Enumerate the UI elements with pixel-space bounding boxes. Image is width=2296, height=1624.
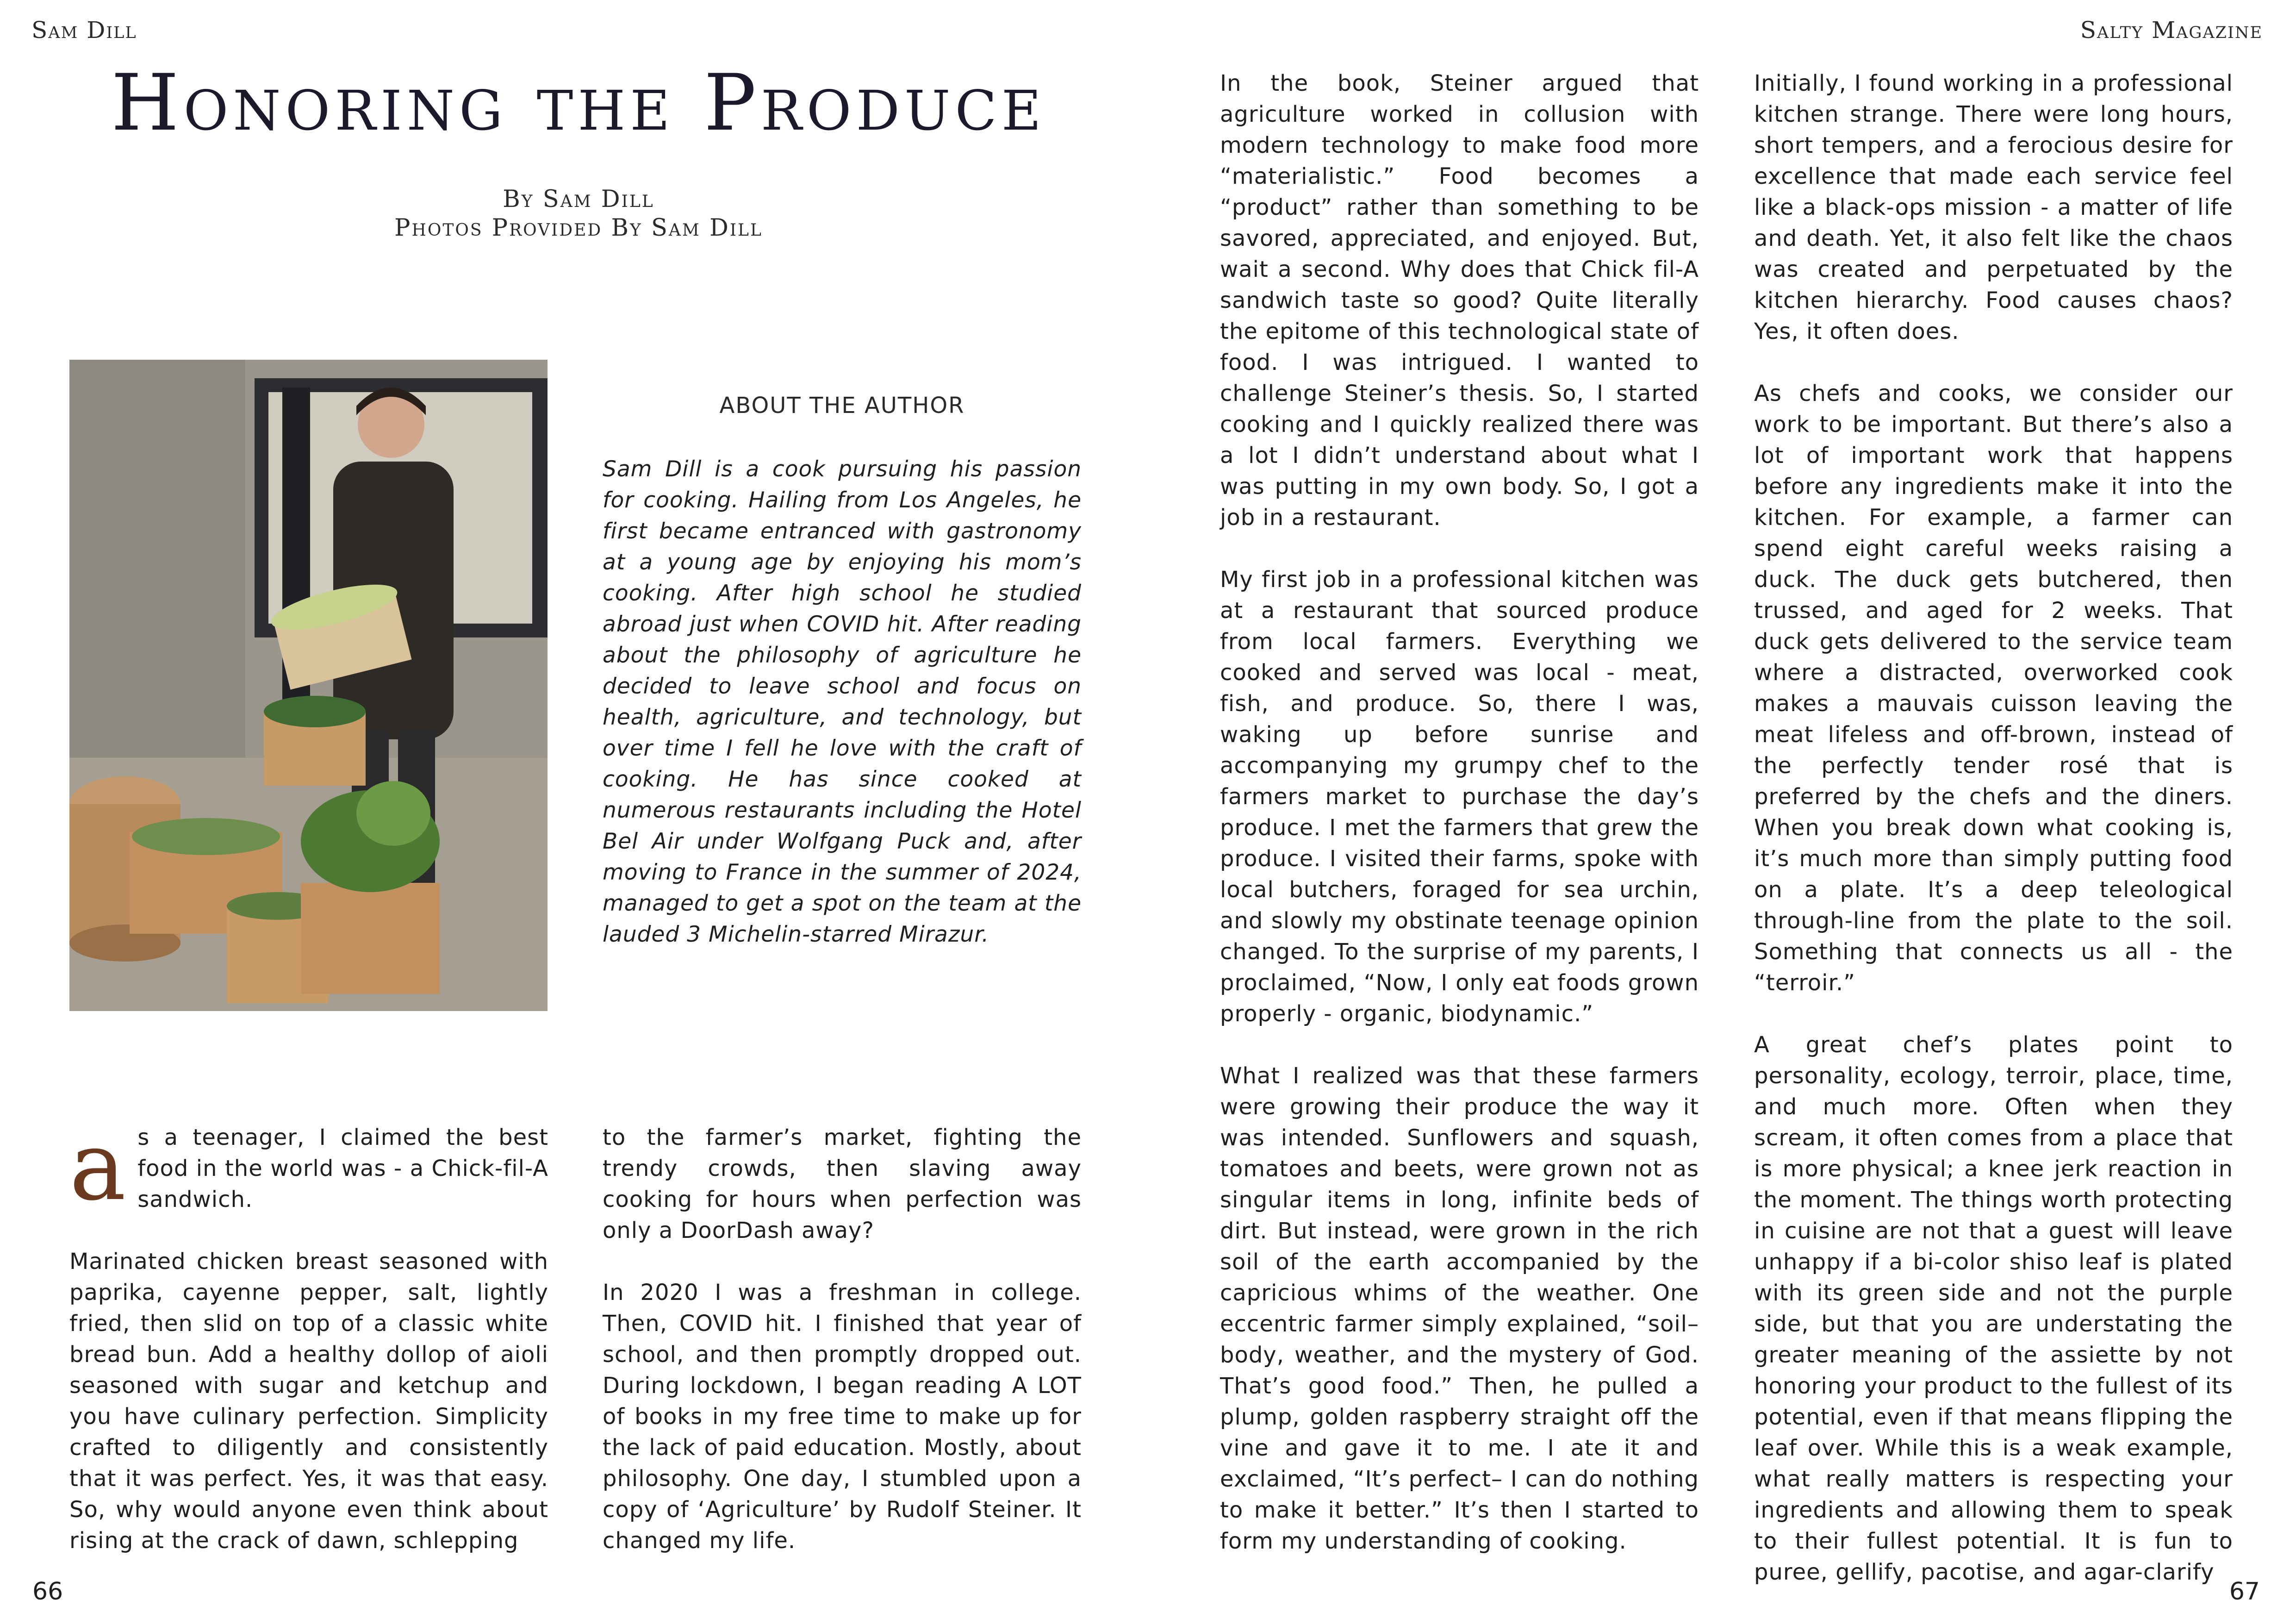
byline <box>46 185 1111 243</box>
drop-cap: a <box>69 1112 127 1222</box>
article-paragraph: Marinated chicken breast seasoned with paprika, cayenne pepper, salt, lightly fried, then slid on top of a classic white bread bun. Add a healthy dollop of aioli seasoned with sugar and ketchup and you have culinary perfection. Simplicity crafted to diligently and consistently that it was perfect. Yes, it was that easy. So, why would anyone even think about rising at the crack of dawn, schlepping <box>69 1249 548 1554</box>
page-number-right: 67 <box>2229 1578 2260 1605</box>
byline-photos: Photos Provided By Sam Dill <box>394 214 763 242</box>
running-header-magazine: Salty Magazine <box>2080 17 2263 44</box>
article-title: Honoring the Produce <box>111 57 1046 148</box>
article-paragraph: As chefs and cooks, we consider our work to be important. But there’s also a lot of important work that happens before any ingredients make it into the kitchen. For example, a farmer can spend eight careful weeks raising a duck. The duck gets butchered, then trussed, and aged for 2 weeks. That duck gets delivered to the service team where a distracted, overworked cook makes a mauvais cuisson leaving the meat lifeless and off-brown, instead of the perfectly tender rosé that is preferred by the chefs and the diners. When you break down what cooking is, it’s much more than simply putting food on a plate. It’s a deep teleological through-line from the plate to the soil. Something that connects us all - the “terroir.” <box>1754 381 2233 996</box>
article-paragraph: In the book, Steiner argued that agriculture worked in collusion with modern technology to make food more “materialistic.” Food becomes a “product” rather than something to be savored, appreciated, and enjoyed. But, wait a second. Why does that Chick fil-A sandwich taste so good? Quite literally the epitome of this technological state of food. I was intrigued. I wanted to challenge Steiner’s thesis. So, I started cooking and I quickly realized there was a lot I didn’t understand about what I was putting in my own body. So, I got a job in a restaurant. <box>1220 70 1699 531</box>
article-column-4 <box>1754 68 2233 1619</box>
byline-author: By Sam Dill <box>503 186 654 213</box>
running-header-author: Sam Dill <box>31 17 137 44</box>
author-photo <box>69 360 548 1011</box>
article-paragraph: What I realized was that these farmers were growing their produce the way it was intended. Sunflowers and squash, tomatoes and beets, were grown not as singular items in long, infinite beds of dirt. But instead, were grown in the rich soil of the earth accompanied by the capricious whims of the weather. One eccentric farmer simply explained, “soil– body, weather, and the mystery of God. That’s good food.” Then, he pulled a plump, golden raspberry straight off the vine and gave it to me. I ate it and exclaimed, “It’s perfect– I can do nothing to make it better.” It’s then I started to form my understanding of cooking. <box>1220 1063 1699 1554</box>
article-opening-paragraph <box>69 1112 548 1222</box>
article-column-3 <box>1220 68 1699 1588</box>
article-paragraph: Initially, I found working in a professional kitchen strange. There were long hours, short tempers, and a ferocious desire for excellence that made each service feel like a black-ops mission - a matter of life and death. Yet, it also felt like the chaos was created and perpetuated by the kitchen hierarchy. Food causes chaos? Yes, it often does. <box>1754 70 2233 344</box>
article-paragraph: In 2020 I was a freshman in college. Then, COVID hit. I finished that year of school, and then promptly dropped out. During lockdown, I began reading A LOT of books in my free time to make up for the lack of paid education. Mostly, about philosophy. One day, I stumbled upon a copy of ‘Agriculture’ by Rudolf Steiner. It changed my life. <box>603 1280 1082 1554</box>
article-column-1 <box>69 1112 548 1587</box>
author-photo-illustration <box>69 360 548 1011</box>
page-number-left: 66 <box>32 1578 63 1605</box>
about-author-text: Sam Dill is a cook pursuing his passion for cooking. Hailing from Los Angeles, he first became entranced with gastronomy at a young age by enjoying his mom’s cooking. After high school he studied abroad just when COVID hit. After reading about the philosophy of agriculture he decided to leave school and focus on health, agriculture, and technology, but over time I fell he love with the craft of cooking. He has since cooked at numerous restaurants including the Hotel Bel Air under Wolfgang Puck and, after moving to France in the summer of 2024, managed to get a spot on the team at the lauded 3 Michelin-starred Mirazur. <box>603 456 1082 947</box>
opening-text: s a teenager, I claimed the best food in the world was - a Chick-fil-A sandwich. <box>137 1124 548 1212</box>
article-column-2 <box>603 1122 1082 1587</box>
article-paragraph: to the farmer’s market, fighting the trendy crowds, then slaving away cooking for hours when perfection was only a DoorDash away? <box>603 1124 1082 1243</box>
article-paragraph: My first job in a professional kitchen was at a restaurant that sourced produce from local farmers. Everything we cooked and served was local - meat, fish, and produce. So, there I was, waking up before sunrise and accompanying my grumpy chef to the farmers market to purchase the day’s produce. I met the farmers that grew the produce. I visited their farms, spoke with local butchers, foraged for sea urchin, and slowly my obstinate teenage opinion changed. To the surprise of my parents, I proclaimed, “Now, I only eat foods grown properly - organic, biodynamic.” <box>1220 567 1699 1027</box>
article-paragraph: A great chef’s plates point to personality, ecology, terroir, place, time, and much more. Often when they scream, it often comes from a place that is more physical; a knee jerk reaction in the moment. The things worth protecting in cuisine are not that a guest will leave unhappy if a bi-color shiso leaf is plated with its green side and not the purple side, but that you are understating the greater meaning of the assiette by not honoring your product to the fullest of its potential, even if that means flipping the leaf over. While this is a weak example, what really matters is respecting your ingredients and allowing them to speak to their fullest potential. It is fun to puree, gellify, pacotise, and agar-clarify <box>1754 1032 2233 1585</box>
about-author-heading: ABOUT THE AUTHOR <box>719 393 965 418</box>
